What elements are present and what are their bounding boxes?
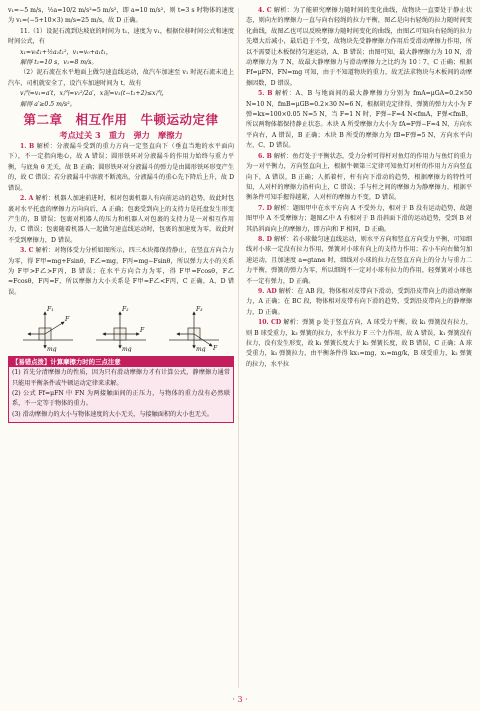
figure-label: F [65, 316, 70, 324]
force-diagram-3 [169, 312, 219, 348]
figure-label: mg [196, 346, 206, 353]
figure-label: mg [122, 346, 132, 353]
formula: 解得 a′≥0.5 m/s²。 [20, 100, 76, 108]
answer-item [246, 204, 472, 235]
answer-text: 解析：对物体受力分析如图所示，四三木块都保持静止，在竖直方向合力为零，得 F甲=mg+Fsinθ，F乙=mg，F丙=mg−Fsinθ，所以弹力大小的关系为 F甲>F乙>F丙，B 错误；在水平方向合力为零，得 F甲=Fcosθ，F乙=Fcosθ，F丙=F，所以摩擦力大小关系是 F甲=F乙<F丙，C 正确，A、D 错误。 [8, 247, 234, 296]
answer-text: 解析：弹簧 p 处于竖直方向，A 球受力平衡，故 k₁ 弹簧没有拉力，则 B 球受重力，k₃ 弹簧的拉力，水平拉力 F 三个力作用，故 A 错误，k₁ 弹簧没有拉力，没有发生形变，故 k₁ 弹簧长度大于 k₂ 弹簧长度，故 B 错误，C 正确；A 球受重力，k₃ 弹簧拉力，由平衡条件得 kx₁=mg，x₁=mg/k，B 球受重力，k₂ 弹簧的拉力，水平拉 [246, 319, 472, 368]
answer-item [246, 6, 472, 89]
force-diagrams [8, 300, 234, 352]
paragraph: v₁=−5 m/s，½a=10/2 m/s²=5 m/s²，即 a=10 m/s²，则 t=3 s 时物体的速度为 v₁=(−5+10×3) m/s=25 m/s，故 D 正确。 [8, 7, 234, 25]
figure-label: F₁ [47, 306, 54, 314]
answer-item [246, 235, 472, 287]
answer-text: 解析：分液漏斗受到的重力方向一定竖直向下（垂直当地的水平面向下），不一定指向地心，故 A 错误；圆形铁环对分液漏斗的作用力始终与重力平衡，与底角 θ 无关，故 B 正确；圆形铁环对分液漏斗的弹力是由圆形铁环形变产生的，故 C 错误；若分液漏斗中溶液不断流出，分液漏斗的重心先下降后上升，故 D 错误。 [8, 143, 234, 192]
paragraph: 11.（1）设泥石流到达坡底的时间为 t₁，速度为 v₁，根据位移时间公式和速度时间公式，有 [8, 27, 234, 46]
answer-number: 5. B [258, 90, 273, 98]
tip-body [9, 367, 233, 422]
formula: v汽=v₁=a′t，x汽=v₁²/2a′，x泥=v₁(t−t₁+2)≤x汽， [20, 90, 168, 98]
figure-label: F [213, 345, 218, 353]
answer-text: 解析：鱼灯处于平衡状态，受力分析可得杆对鱼灯的作用力与鱼灯的重力为一对平衡力，方向竖直向上，根据牛顿第三定律可知鱼灯对杆的作用力方向竖直向下，A 错误，B 正确；人抓着杆，杆有向下滑动的趋势，根据摩擦力的特性可知，人对杆的摩擦力沿杆向上，C 错误；手与杆之间的摩擦力为静摩擦力，根据平衡条件可知手握得越紧，人对杆的摩擦力不变，D 错误。 [246, 152, 472, 202]
answer-number: 7. D [258, 204, 272, 212]
tip-box [8, 356, 234, 423]
figure-label: F₃ [196, 306, 203, 314]
answer-item [246, 287, 472, 318]
answer-item [246, 89, 472, 151]
answer-number: 3. C [20, 247, 34, 255]
tip-item: (3) 滑动摩擦力的大小与物体速度的大小无关，与接触面积的大小也无关。 [12, 410, 214, 418]
answer-text: 解析：机器人加速前进时，相对包裹机器人有向前运动的趋势，故此时包裹对水平托盘的摩擦力方向向后，A 正确；包裹受到向上的支持力是托盘发生形变产生的，B 错误；包裹对机器人的压力和机器人对包裹的支持力是一对相互作用力，C 错误；包裹随着机器人一起做匀速直线运动时，包裹的加速度为零，故此时不受到摩擦力，D 错误。 [8, 195, 234, 244]
answer-item [8, 246, 234, 298]
answer-number: 2. A [20, 195, 34, 203]
column-divider [238, 8, 239, 688]
answer-number: 6. B [258, 152, 272, 160]
formula: 解得 t₁=10 s，v₁=8 m/s。 [20, 59, 98, 67]
answer-number: 10. CD [258, 319, 282, 327]
formula: x₁=v₀t₁+½a₁t₁²，v₁=v₀+a₁t₁， [20, 48, 113, 56]
force-diagram-figure [8, 300, 234, 352]
tip-item: (2) 公式 Ff=μFN 中 FN 为两接触面间的正压力，与物体的重力没有必然联系，不一定等于物体的重力。 [12, 389, 230, 408]
answer-text: 解析：题图甲中在水平方向 A 不受外力，相对于 B 没有运动趋势，故题图甲中 A 不受摩擦力；题图乙中 A 有相对于 B 沿斜面下滑的运动趋势，受到 B 对其沿斜面向上的摩擦力，即方向和 F 相同，D 正确。 [246, 204, 473, 233]
answer-text: 解析：A、B 与地面间的最大静摩擦力分别为 fmA=μGA=0.2×50 N=10 N，fmB=μGB=0.2×30 N=6 N，根据胡克定律得，弹簧的弹力大小为 F弹=kx=100×0.05 N=5 N，当 F=1 N 时，F弹−F=4 N<fmA，F弹<fmB，所以两物体都保持静止状态。木块 A 所受摩擦力大小为 fA=F弹−F=4 N，方向水平向右，A 错误，B 正确；木块 B 所受的摩擦力为 fB=F弹=5 N，方向水平向左，C、D 错误。 [246, 90, 472, 150]
right-column [246, 6, 472, 370]
answer-number: 4. C [258, 7, 272, 14]
answer-text: 解析：在 AB 段，物体相对皮带向下滑动，受到沿皮带向上的滑动摩擦力，A 正确；在 BC 段，物体相对皮带有向下滑的趋势，受到沿皮带向上的静摩擦力，D 正确。 [246, 287, 472, 316]
tip-title: 【易错点拨】计算摩擦力时的三点注意 [9, 357, 233, 367]
section-title: 考点过关 3 重力 弹力 摩擦力 [59, 130, 183, 141]
answer-text: 解析：为了能研究摩擦力随时间的变化曲线，故物块一直要处于静止状态，则向左的摩擦力一直与向右轻绳的拉力平衡，图乙是向右轻绳的拉力随时间变化曲线，故图乙也可以反映摩擦力随时间变化的曲线，由图乙可知向右轻绳的拉力先增大后减小，最后趋于不变，故物块先受静摩擦力作用后受滑动摩擦力作用，所以不需要让木板保持匀速运动，A、B 错误；由图可知，最大静摩擦力为 10 N，滑动摩擦力为 7 N，故最大静摩擦力与滑动摩擦力之比约为 10∶7，C 正确；根据 Ff=μFN，FN=mg 可知，由于不知道物块的重力，故无法求物块与木板间的动摩擦因数，D 错误。 [246, 7, 473, 87]
tip-item: (1) 首先分清摩擦力的性质，因为只有滑动摩擦力才有计算公式，静摩擦力通常只能用平衡条件或牛顿运动定律来求解。 [12, 369, 230, 387]
answer-item [246, 318, 472, 370]
chapter-title: 第二章 相互作用 牛顿运动定律 [23, 112, 219, 128]
answer-number: 9. AD [258, 287, 277, 295]
answer-number: 1. B [20, 143, 35, 151]
answer-item [246, 152, 472, 204]
answer-item [8, 194, 234, 246]
answer-item [8, 142, 234, 194]
paragraph: （2）泥石流在水平地面上做匀速直线运动，故汽车加速至 v₁ 时泥石流未追上汽车，司机就安全了，设汽车加速时间为 t，故有 [8, 69, 234, 87]
page-number: · 3 · [232, 695, 248, 704]
force-diagram-2 [96, 312, 146, 348]
answer-text: 解析：若小球做匀速直线运动，则水平方向和竖直方向受力平衡，可知细线对小球一定没有拉力作用，弹簧对小球有向上的支持力作用；若小车向右做匀加速运动，且加速度 a=gtanα 时，细线对小球的拉力在竖直方向上的分力与重力二力平衡，弹簧的弹力为零，所以细绳不一定对小球有拉力的作用，轻弹簧对小球也不一定有弹力，D 正确。 [246, 235, 473, 285]
figure-label: F [140, 327, 145, 335]
left-column [8, 6, 234, 423]
figure-label: mg [47, 346, 57, 353]
answer-number: 8. D [258, 235, 272, 243]
figure-label: F₂ [122, 306, 129, 314]
